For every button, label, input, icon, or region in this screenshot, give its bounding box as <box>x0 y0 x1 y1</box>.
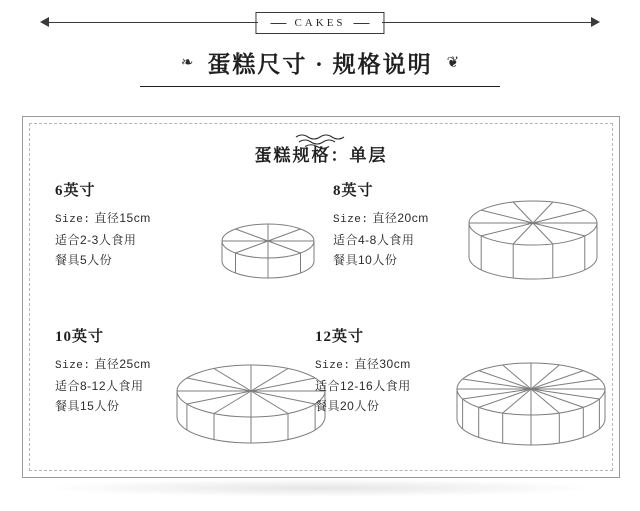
spec-panel <box>22 116 620 478</box>
cake-size-title: 8英寸 <box>333 183 374 199</box>
size-label: Size: <box>55 214 91 226</box>
banner-rule-left <box>48 22 258 23</box>
cake-size-title: 6英寸 <box>55 183 96 199</box>
banner-rule-right <box>382 22 592 23</box>
bottom-shadow <box>40 479 600 497</box>
cake-illustration-6inch <box>213 197 323 287</box>
banner-word: CAKES <box>294 17 346 29</box>
cake-size-line <box>333 208 429 230</box>
size-label: Size: <box>55 360 91 372</box>
spec-heading: 蛋糕规格：单层 <box>254 146 388 165</box>
banner-dash-left-icon <box>270 23 286 24</box>
banner-label-box <box>255 12 384 34</box>
top-banner <box>40 12 600 34</box>
page-title-row <box>181 46 459 79</box>
cake-size-line <box>55 354 151 376</box>
cake-serves: 适合8-12人食用 <box>55 379 144 393</box>
cake-serves: 适合4-8人食用 <box>333 233 415 247</box>
cake-tableware: 餐具10人份 <box>333 253 398 267</box>
size-label: Size: <box>333 214 369 226</box>
cake-tableware: 餐具5人份 <box>55 253 113 267</box>
cake-diameter: 直径20cm <box>372 211 429 225</box>
cake-diameter: 直径30cm <box>354 357 411 371</box>
cake-illustration-8inch <box>463 175 603 287</box>
banner-dash-right-icon <box>354 23 370 24</box>
cake-serves: 适合12-16人食用 <box>315 379 411 393</box>
cake-cell-8inch <box>333 179 429 270</box>
cake-diameter: 直径15cm <box>94 211 151 225</box>
title-underline <box>140 86 500 87</box>
cake-serves: 适合2-3人食用 <box>55 233 137 247</box>
cake-illustration-10inch <box>171 335 331 453</box>
cake-cell-6inch <box>55 179 151 270</box>
cake-size-line <box>55 208 151 230</box>
cake-size-line <box>315 354 411 376</box>
cake-tableware: 餐具20人份 <box>315 399 380 413</box>
cake-size-title: 12英寸 <box>315 329 365 345</box>
size-label: Size: <box>315 360 351 372</box>
cake-size-title: 10英寸 <box>55 329 105 345</box>
cake-illustration-12inch <box>451 331 611 457</box>
ornament-left-icon: ❧ <box>180 54 194 71</box>
ornament-right-icon: ❦ <box>446 54 460 71</box>
cake-diameter: 直径25cm <box>94 357 151 371</box>
cake-tableware: 餐具15人份 <box>55 399 120 413</box>
page-title: 蛋糕尺寸 · 规格说明 <box>207 52 433 77</box>
page-title-block <box>0 46 640 79</box>
cake-cell-10inch <box>55 325 151 416</box>
cake-cell-12inch <box>315 325 411 416</box>
banner-arrow-right-icon <box>591 17 600 27</box>
